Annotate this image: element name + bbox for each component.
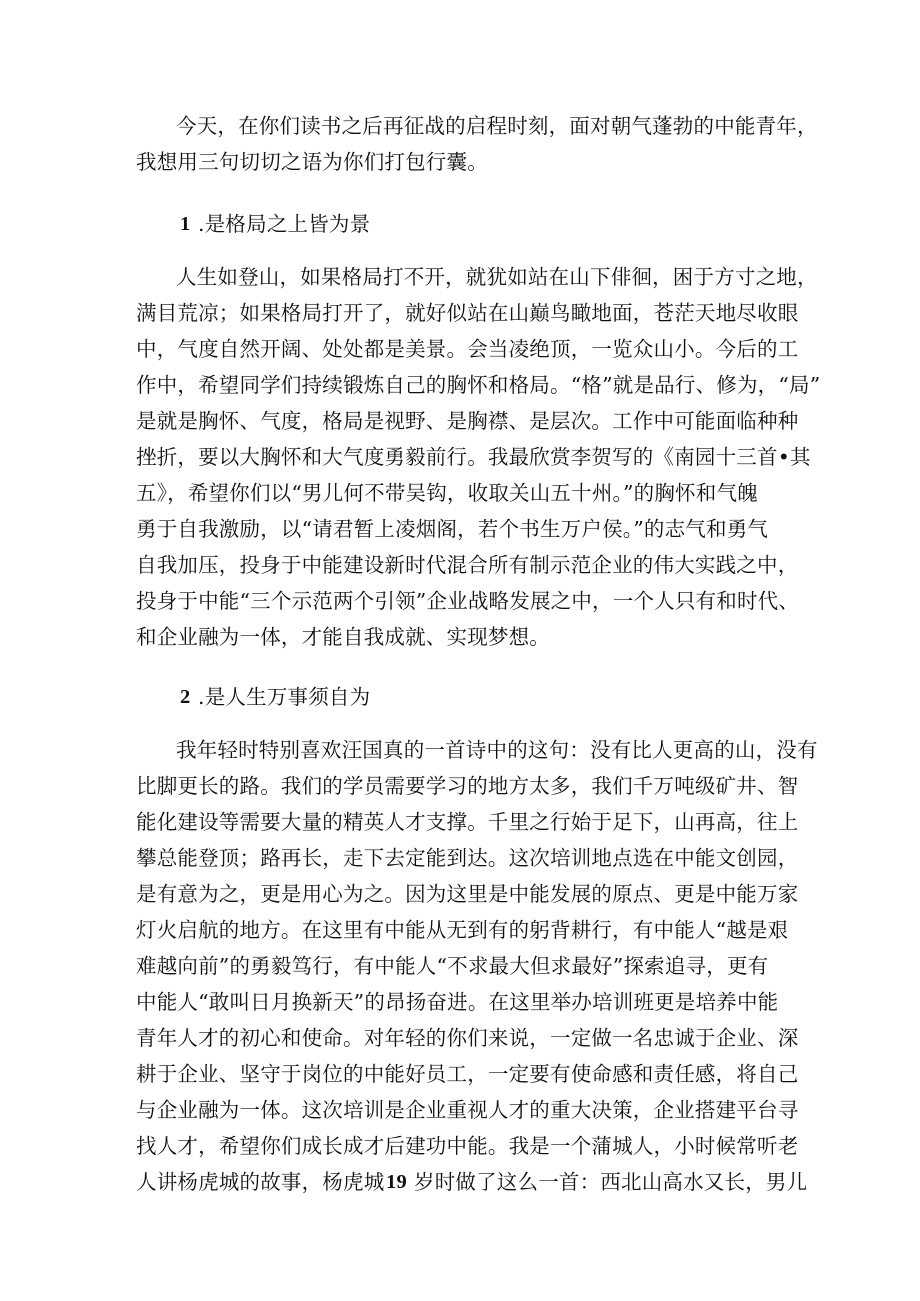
paragraph-text: 灯火启航的地方。在这里有中能从无到有的躬背耕行，有中能人“越是艰 [136, 918, 789, 942]
paragraph-text: 比脚更长的路。我们的学员需要学习的地方太多，我们千万吨级矿井、智 [136, 774, 799, 798]
intro-text: 今天，在你们读书之后再征战的启程时刻，面对朝气蓬勃的中能青年， [176, 114, 818, 138]
paragraph-text: 作中，希望同学们持续锻炼自己的胸怀和格局。“格”就是品行、修为，“局” [136, 373, 821, 397]
paragraph-text: 难越向前”的勇毅笃行，有中能人“不求最大但求最好”探索追寻，更有 [136, 954, 769, 978]
paragraph-text: 中，气度自然开阔、处处都是美景。会当凌绝顶，一览众山小。今后的工 [136, 337, 799, 361]
paragraph-text: 找人才，希望你们成长成才后建功中能。我是一个蒲城人，小时候常听老 [136, 1134, 799, 1158]
section-2-number: 2 [180, 686, 191, 708]
paragraph-text: 和企业融为一体，才能自我成就、实现梦想。 [136, 625, 550, 649]
paragraph-text: 能化建设等需要大量的精英人才支撑。千里之行始于足下，山再高，往上 [136, 810, 799, 834]
paragraph-text: 五》，希望你们以“男儿何不带吴钩，收取关山五十州。”的胸怀和气魄 [136, 481, 758, 505]
paragraph-text: 攀总能登顶；路再长，走下去定能到达。这次培训地点选在中能文创园， [136, 846, 799, 870]
paragraph-text: 自我加压，投身于中能建设新时代混合所有制示范企业的伟大实践之中， [136, 553, 799, 577]
paragraph-text: 人生如登山，如果格局打不开，就犹如站在山下俳徊，困于方寸之地， [176, 265, 818, 289]
intro-text: 我想用三句切切之语为你们打包行囊。 [136, 150, 488, 174]
age-number: 19 [386, 1171, 407, 1193]
paragraph-text: 是就是胸怀、气度，格局是视野、是胸襟、是层次。工作中可能面临种种 [136, 409, 799, 433]
paragraph-text: 勇于自我激励，以“请君暂上凌烟阁，若个书生万户侯。”的志气和勇气 [136, 517, 769, 541]
paragraph-text: 我年轻时特别喜欢汪国真的一首诗中的这句：没有比人更高的山，没有 [176, 738, 818, 762]
paragraph-text: 投身于中能“三个示范两个引领”企业战略发展之中，一个人只有和时代、 [136, 589, 800, 613]
paragraph-text: 岁时做了这么一首：西北山高水又长，男儿 [414, 1170, 808, 1194]
paragraph-text: 青年人才的初心和使命。对年轻的你们来说，一定做一名忠诚于企业、深 [136, 1026, 799, 1050]
paragraph-text: 满目荒凉；如果格局打开了，就好似站在山巅鸟瞰地面，苍茫天地尽收眼 [136, 301, 799, 325]
paragraph-text: 是有意为之，更是用心为之。因为这里是中能发展的原点、更是中能万家 [136, 882, 799, 906]
paragraph-text: 耕于企业、坚守于岗位的中能好员工，一定要有使命感和责任感，将自己 [136, 1062, 799, 1086]
paragraph-text: 中能人“敢叫日月换新天”的昂扬奋进。在这里举办培训班更是培养中能 [136, 990, 779, 1014]
paragraph-text: 与企业融为一体。这次培训是企业重视人才的重大决策，企业搭建平台寻 [136, 1098, 799, 1122]
section-1-title: .是格局之上皆为景 [198, 212, 371, 236]
paragraph-text: 挫折，要以大胸怀和大气度勇毅前行。我最欣赏李贺写的《南园十三首•其 [136, 445, 811, 469]
section-1-number: 1 [180, 213, 191, 235]
paragraph-text: 人讲杨虎城的故事，杨虎城 [136, 1170, 385, 1194]
section-2-title: .是人生万事须自为 [198, 685, 371, 709]
